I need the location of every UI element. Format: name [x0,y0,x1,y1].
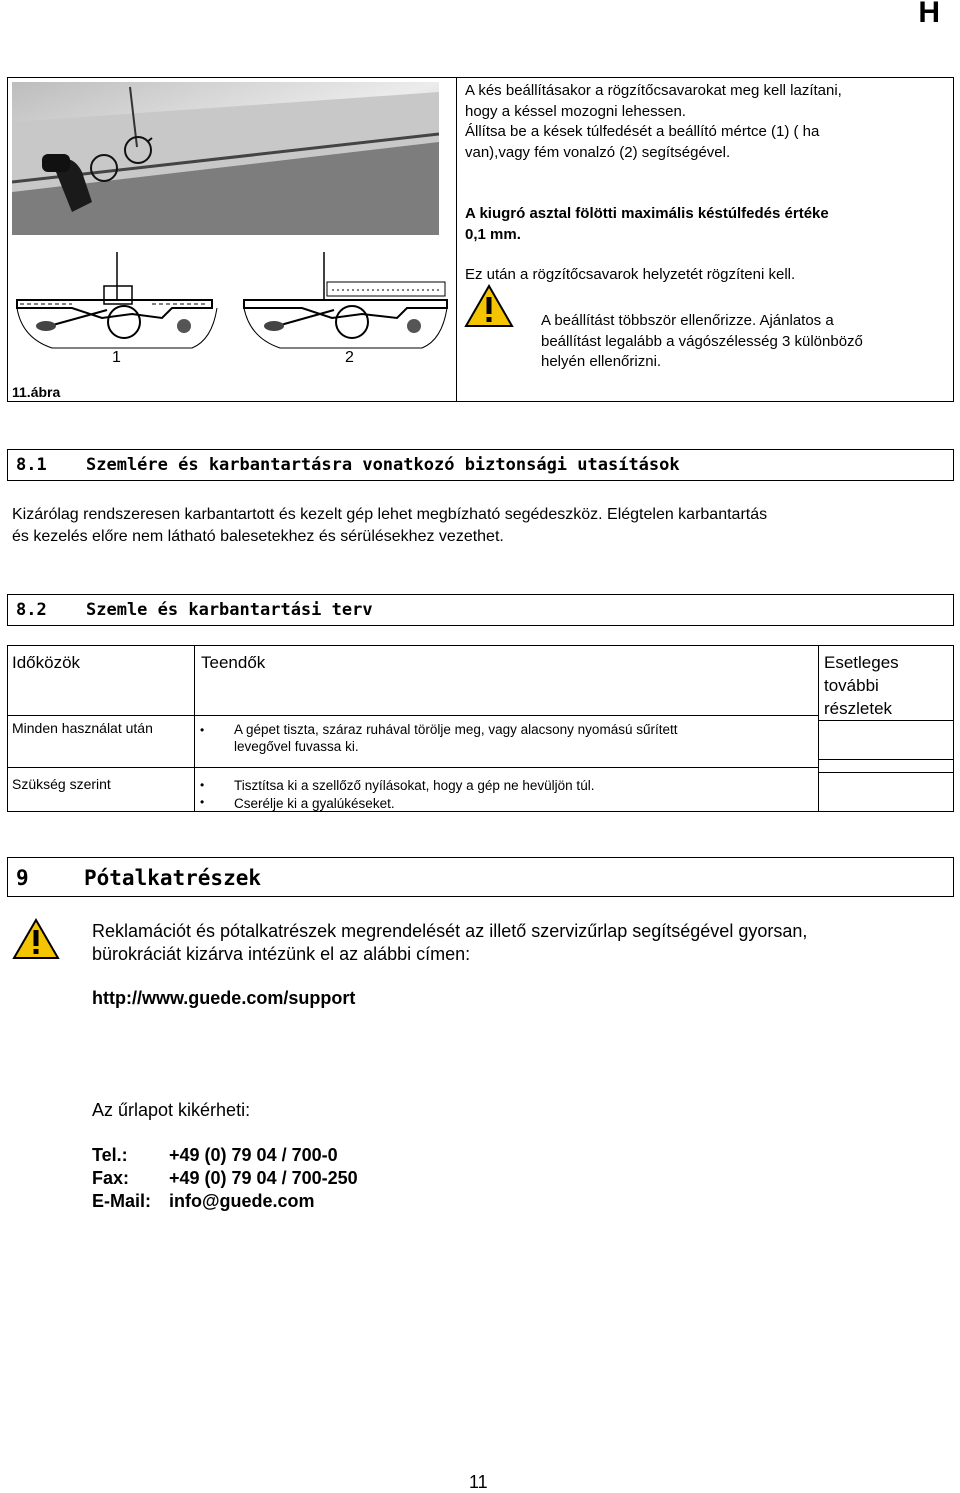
contact-email: E-Mail: info@guede.com [92,1191,315,1211]
spare-parts-text: Reklamációt és pótalkatrészek megrendelését az illető szervizűrlap segítségével gyorsan, bürokráciát kizárva intézünk el az alábbi címen: [92,921,808,964]
section-8-2-heading: 8.2 Szemle és karbantartási terv [7,594,954,626]
col-header-details: Esetleges további részletek [824,653,899,718]
section-9-heading: 9 Pótalkatrészek [7,857,954,897]
bullet-icon: • [200,778,205,792]
contact-block [92,1144,358,1213]
figure-caption: 11.ábra [12,384,61,400]
language-marker: H [918,0,940,29]
section-8-1-paragraph: Kizárólag rendszeresen karbantartott és kezelt gép lehet megbízható segédeszköz. Elégtelen karbantartás és kezelés előre nem látható balesetekhez és sérülésekhez vezethet. [12,506,768,545]
section-8-1-heading: 8.1 Szemlére és karbantartásra vonatkozó biztonsági utasítások [7,449,954,481]
table-row-interval: Minden használat után [12,720,153,736]
table-row-task: Tisztítsa ki a szellőző nyílásokat, hogy a gép ne hevüljön túl. [234,778,595,793]
warning-triangle-icon [12,918,60,960]
form-note: Az űrlapot kikérheti: [92,1100,251,1120]
fix-screws-note: Ez után a rögzítőcsavarok helyzetét rögzíteni kell. [465,266,796,283]
planer-blade-photo [12,82,439,235]
warning-text: A beállítást többször ellenőrizze. Ajánlatos a beállítást legalább a vágószélesség 3 különböző helyén ellenőrizni. [541,312,863,370]
support-link[interactable]: http://www.guede.com/support [92,988,356,1008]
drawing-label-1: 1 [112,349,121,366]
figure-text: A kés beállításakor a rögzítőcsavarokat meg kell lazítani, hogy a késsel mozogni lehessen. Állítsa be a kések túlfedését a beállító mértce (1) ( ha van),vagy fém vonalzó (2) segítségével. [465,82,842,161]
table-row-interval: Szükség szerint [12,776,111,792]
warning-triangle-icon [464,284,514,328]
gauge-drawings [12,248,452,366]
figure-divider [456,77,457,402]
table-row-task: A gépet tiszta, száraz ruhával törölje meg, vagy alacsony nyomású sűrített levegővel fuvassa ki. [234,722,678,754]
col-header-tasks: Teendők [201,653,266,672]
drawing-label-2: 2 [345,349,354,366]
contact-fax: Fax: +49 (0) 79 04 / 700-250 [92,1168,358,1188]
page-number: 11 [469,1472,488,1492]
table-row-task: Cserélje ki a gyalúkéseket. [234,796,395,811]
bullet-icon: • [200,795,205,809]
contact-phone: Tel.: +49 (0) 79 04 / 700-0 [92,1145,338,1165]
col-header-interval: Időközök [12,653,81,672]
max-overlap-note: A kiugró asztal fölötti maximális késtúlfedés értéke 0,1 mm. [465,205,829,243]
bullet-icon: • [200,723,205,737]
